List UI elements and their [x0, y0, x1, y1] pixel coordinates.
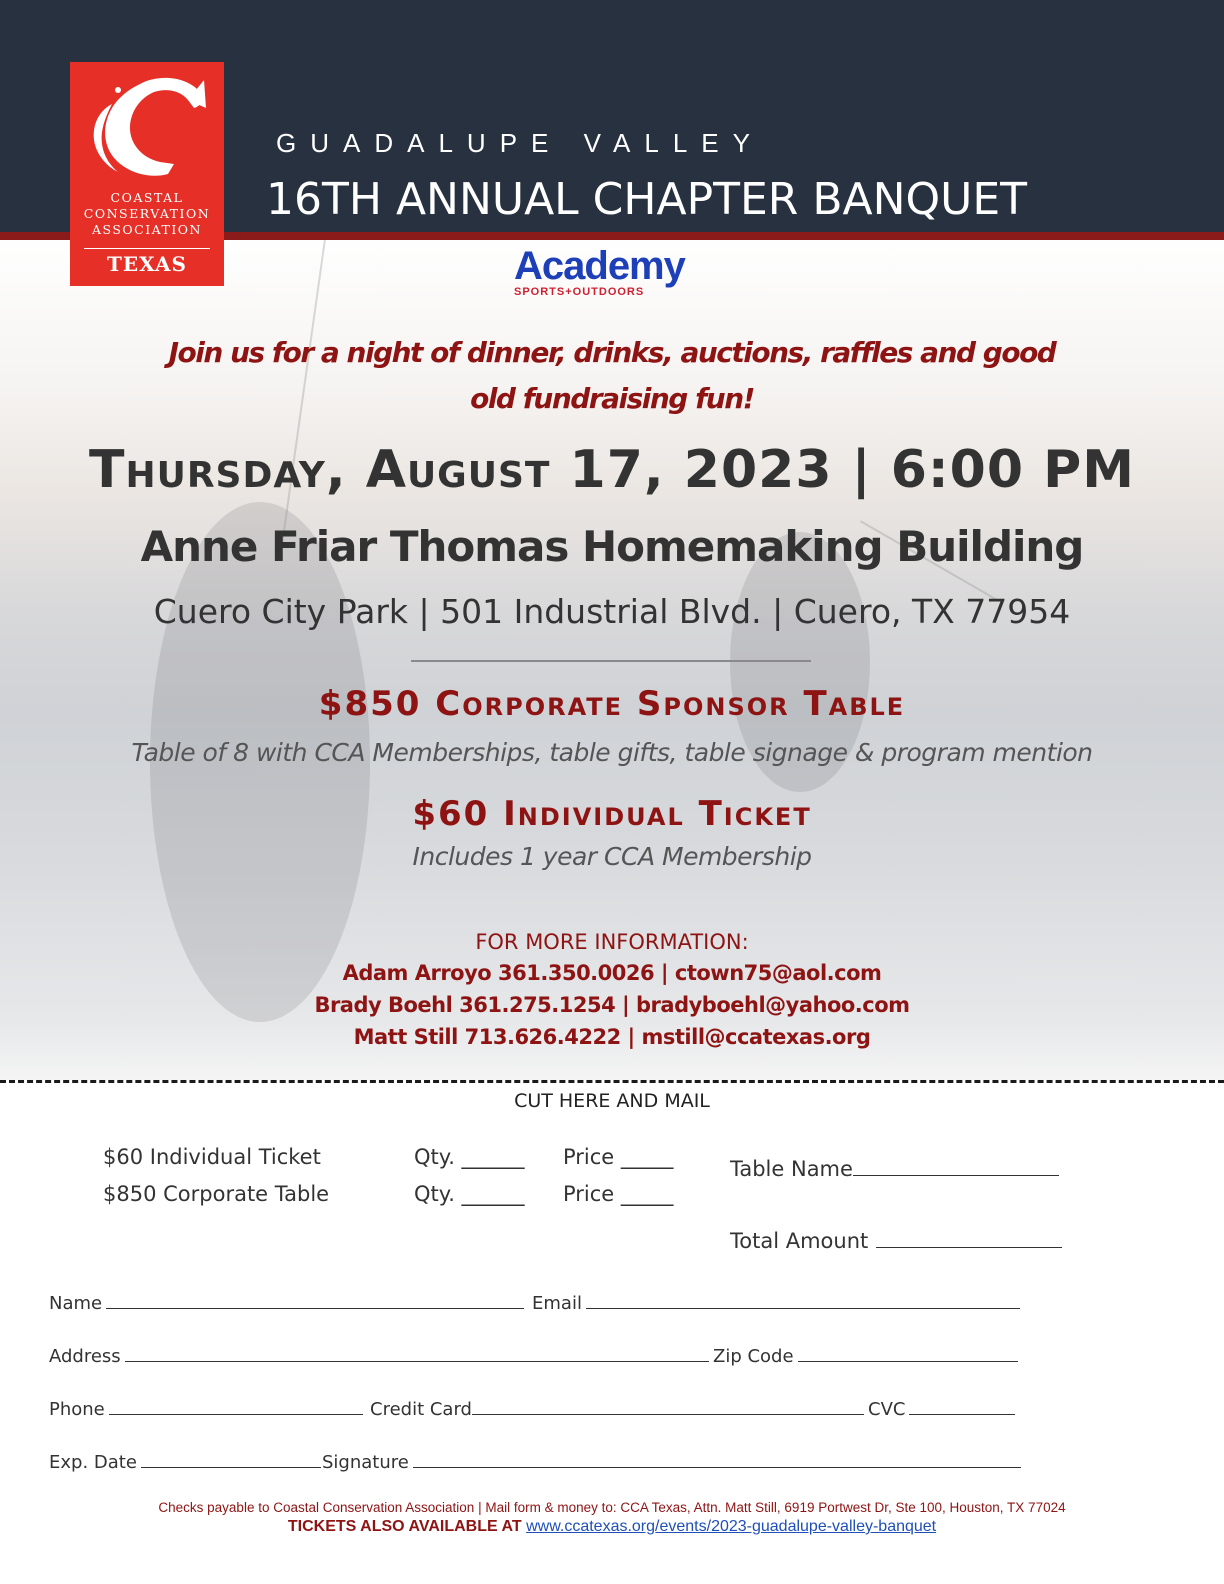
exp-date-field[interactable]	[49, 1449, 321, 1473]
address-label: Address	[49, 1346, 121, 1367]
table-name-line[interactable]	[853, 1157, 1059, 1176]
tagline-line-1: Join us for a night of dinner, drinks, auctions, raffles and good	[168, 336, 1056, 369]
signature-line[interactable]	[413, 1449, 1021, 1468]
phone-line[interactable]	[109, 1396, 363, 1415]
event-address: Cuero City Park | 501 Industrial Blvd. | Cuero, TX 77954	[153, 592, 1071, 631]
logo-state: TEXAS	[107, 252, 187, 276]
phone-field[interactable]	[49, 1396, 363, 1420]
mail-instructions: Checks payable to Coastal Conservation Association | Mail form & money to: CCA Texas, Attn. Matt Still, 6919 Portwest Dr, Ste 100, Houston, TX 77024	[158, 1500, 1066, 1515]
sponsor-subtitle: SPORTS+OUTDOORS	[514, 286, 645, 298]
item-corporate-qty[interactable]: Qty. ______	[414, 1182, 525, 1206]
exp-date-line[interactable]	[141, 1449, 321, 1468]
tickets-prefix: TICKETS ALSO AVAILABLE AT	[287, 1518, 522, 1535]
redfish-icon	[84, 70, 208, 188]
chapter-name: GUADALUPE VALLEY	[276, 128, 764, 158]
cut-here-label: CUT HERE AND MAIL	[514, 1090, 710, 1112]
logo-org-line-2: CONSERVATION	[83, 206, 211, 221]
name-field[interactable]	[49, 1290, 524, 1314]
tier-individual-name: $60 Individual Ticket	[412, 794, 812, 834]
zip-code-label: Zip Code	[713, 1346, 794, 1367]
logo-divider	[84, 248, 210, 249]
table-name-field[interactable]	[730, 1157, 1059, 1181]
total-amount-label: Total Amount	[730, 1229, 869, 1253]
exp-date-label: Exp. Date	[49, 1452, 137, 1473]
name-line[interactable]	[106, 1290, 524, 1309]
tickets-link[interactable]: www.ccatexas.org/events/2023-guadalupe-valley-banquet	[526, 1518, 937, 1535]
item-corporate-label: $850 Corporate Table	[103, 1182, 330, 1206]
tagline-line-2: old fundraising fun!	[470, 382, 754, 415]
event-date: Thursday, August 17, 2023 | 6:00 PM	[89, 440, 1135, 500]
total-amount-line[interactable]	[876, 1229, 1062, 1248]
logo-org-line-1: COASTAL	[110, 190, 184, 205]
tier-individual-description: Includes 1 year CCA Membership	[412, 842, 812, 871]
tier-corporate-description: Table of 8 with CCA Memberships, table gifts, table signage & program mention	[131, 738, 1093, 767]
table-name-label: Table Name	[730, 1157, 853, 1181]
email-label: Email	[532, 1293, 582, 1314]
logo-org-line-3: ASSOCIATION	[92, 222, 202, 237]
email-field[interactable]	[532, 1290, 1020, 1314]
cvc-field[interactable]	[868, 1396, 1015, 1420]
email-line[interactable]	[586, 1290, 1020, 1309]
name-label: Name	[49, 1293, 103, 1314]
tickets-availability	[0, 1518, 1224, 1536]
event-title: 16TH ANNUAL CHAPTER BANQUET	[266, 174, 1028, 225]
item-corporate-price[interactable]: Price _____	[563, 1182, 674, 1206]
item-individual-price[interactable]: Price _____	[563, 1145, 674, 1169]
signature-field[interactable]	[322, 1449, 1021, 1473]
contact-brady-boehl[interactable]: Brady Boehl 361.275.1254 | bradyboehl@yahoo.com	[314, 993, 910, 1017]
item-individual-label: $60 Individual Ticket	[103, 1145, 321, 1169]
logo-organization-name	[70, 190, 224, 238]
zip-code-line[interactable]	[798, 1343, 1018, 1362]
credit-card-label: Credit Card	[370, 1399, 472, 1420]
cut-line	[0, 1080, 1224, 1083]
address-line[interactable]	[125, 1343, 709, 1362]
contact-adam-arroyo[interactable]: Adam Arroyo 361.350.0026 | ctown75@aol.com	[342, 961, 882, 985]
credit-card-field[interactable]	[370, 1396, 864, 1420]
section-divider	[411, 660, 811, 662]
contact-matt-still[interactable]: Matt Still 713.626.4222 | mstill@ccatexas.org	[353, 1025, 871, 1049]
cvc-label: CVC	[868, 1399, 906, 1420]
event-tagline	[0, 330, 1224, 422]
address-field[interactable]	[49, 1343, 709, 1367]
more-info-heading: FOR MORE INFORMATION:	[475, 930, 749, 954]
zip-code-field[interactable]	[713, 1343, 1018, 1367]
academy-sponsor-logo	[514, 244, 704, 302]
total-amount-field[interactable]	[730, 1229, 1062, 1253]
sponsor-name: Academy	[514, 244, 685, 288]
event-venue: Anne Friar Thomas Homemaking Building	[140, 522, 1084, 571]
signature-label: Signature	[322, 1452, 409, 1473]
item-individual-qty[interactable]: Qty. ______	[414, 1145, 525, 1169]
credit-card-line[interactable]	[472, 1396, 864, 1415]
tier-corporate-name: $850 Corporate Sponsor Table	[318, 684, 906, 724]
cvc-line[interactable]	[909, 1396, 1015, 1415]
phone-label: Phone	[49, 1399, 105, 1420]
cca-texas-logo	[70, 62, 224, 286]
